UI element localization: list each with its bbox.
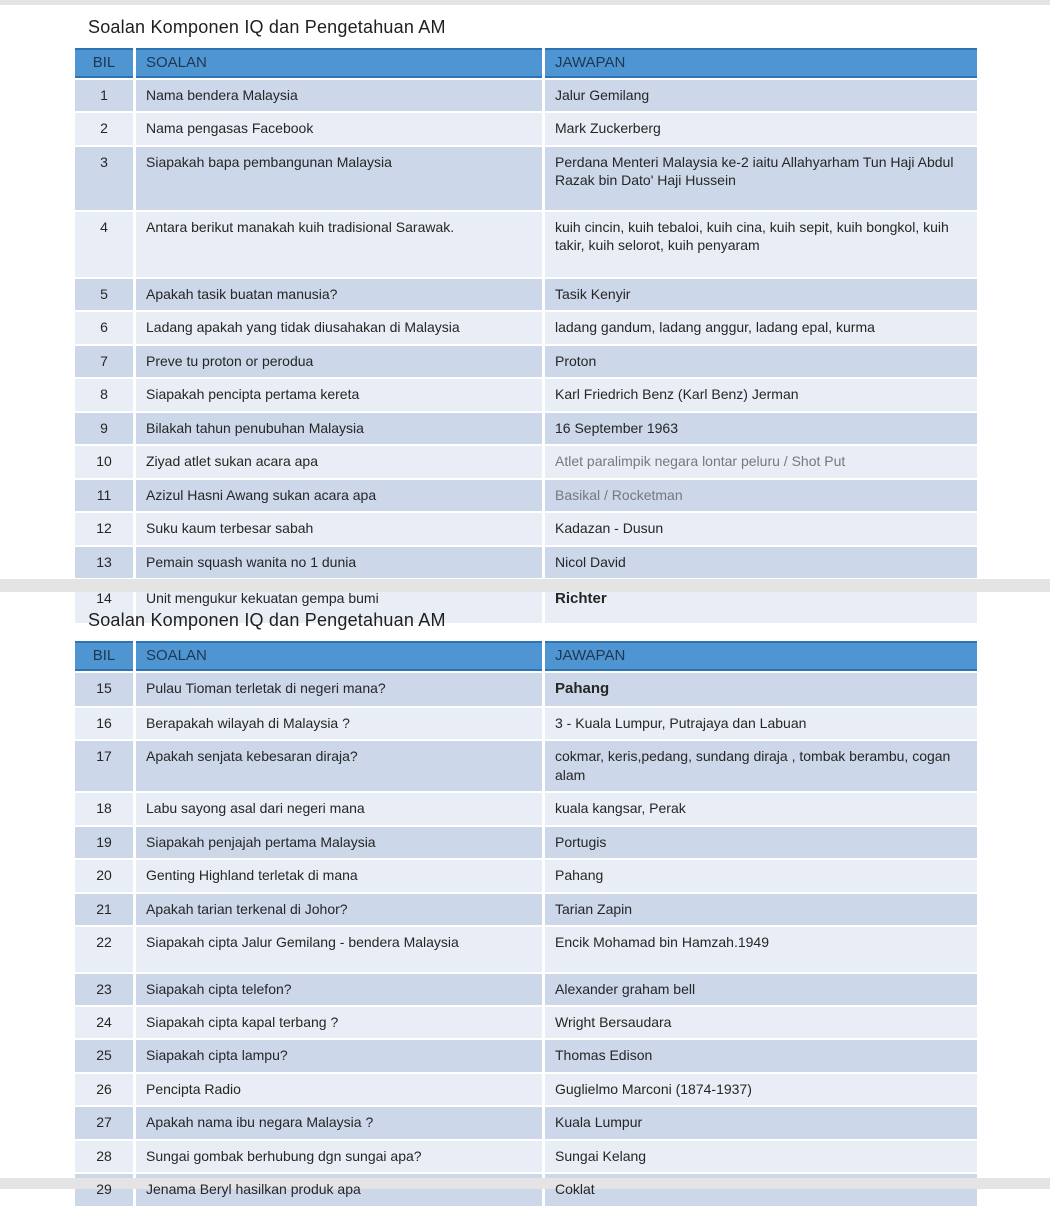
cell-bil: 14 xyxy=(75,580,133,623)
cell-bil: 18 xyxy=(75,793,133,824)
cell-soalan: Apakah tasik buatan manusia? xyxy=(136,279,542,310)
cell-jawapan: kuala kangsar, Perak xyxy=(545,793,977,824)
cell-jawapan: Atlet paralimpik negara lontar peluru / Shot Put xyxy=(545,446,977,477)
cell-jawapan: Sungai Kelang xyxy=(545,1141,977,1172)
cell-jawapan: Perdana Menteri Malaysia ke-2 iaitu Allahyarham Tun Haji Abdul Razak bin Dato' Haji Hussein xyxy=(545,147,977,210)
cell-soalan: Pencipta Radio xyxy=(136,1074,542,1105)
table-row xyxy=(75,547,977,578)
cell-bil: 8 xyxy=(75,379,133,410)
table-row xyxy=(75,1007,977,1038)
cell-jawapan: Nicol David xyxy=(545,547,977,578)
cell-soalan: Preve tu proton or perodua xyxy=(136,346,542,377)
cell-soalan: Ladang apakah yang tidak diusahakan di Malaysia xyxy=(136,312,542,343)
cell-bil: 17 xyxy=(75,741,133,791)
header-row xyxy=(75,48,977,78)
cell-bil: 25 xyxy=(75,1040,133,1071)
col-header-soalan: SOALAN xyxy=(136,48,542,78)
cell-soalan: Apakah tarian terkenal di Johor? xyxy=(136,894,542,925)
cell-jawapan: 16 September 1963 xyxy=(545,413,977,444)
table-row xyxy=(75,212,977,277)
cell-jawapan: Pahang xyxy=(545,860,977,891)
table-row xyxy=(75,1040,977,1071)
cell-jawapan: cokmar, keris,pedang, sundang diraja , tombak berambu, cogan alam xyxy=(545,741,977,791)
cell-soalan: Bilakah tahun penubuhan Malaysia xyxy=(136,413,542,444)
cell-jawapan: Proton xyxy=(545,346,977,377)
cell-jawapan: Jalur Gemilang xyxy=(545,80,977,111)
cell-jawapan: Guglielmo Marconi (1874-1937) xyxy=(545,1074,977,1105)
table-row xyxy=(75,480,977,511)
header-row xyxy=(75,641,977,671)
table-row xyxy=(75,312,977,343)
cell-jawapan: Richter xyxy=(545,580,977,623)
cell-bil: 26 xyxy=(75,1074,133,1105)
cell-bil: 22 xyxy=(75,927,133,971)
cell-jawapan: Karl Friedrich Benz (Karl Benz) Jerman xyxy=(545,379,977,410)
table-row xyxy=(75,1141,977,1172)
cell-soalan: Nama pengasas Facebook xyxy=(136,113,542,144)
cell-bil: 1 xyxy=(75,80,133,111)
cell-jawapan: Kuala Lumpur xyxy=(545,1107,977,1138)
cell-jawapan: Tarian Zapin xyxy=(545,894,977,925)
cell-soalan: Siapakah cipta Jalur Gemilang - bendera Malaysia xyxy=(136,927,542,971)
table-row xyxy=(75,827,977,858)
cell-jawapan: 3 - Kuala Lumpur, Putrajaya dan Labuan xyxy=(545,708,977,739)
table-row xyxy=(75,974,977,1005)
cell-jawapan: Thomas Edison xyxy=(545,1040,977,1071)
slide-1 xyxy=(0,5,1050,608)
cell-soalan: Pulau Tioman terletak di negeri mana? xyxy=(136,673,542,706)
cell-bil: 20 xyxy=(75,860,133,891)
table-row xyxy=(75,741,977,791)
cell-jawapan: Portugis xyxy=(545,827,977,858)
table-row xyxy=(75,513,977,544)
table-row xyxy=(75,860,977,891)
col-header-soalan: SOALAN xyxy=(136,641,542,671)
table-row xyxy=(75,708,977,739)
cell-soalan: Unit mengukur kekuatan gempa bumi xyxy=(136,580,542,623)
table-row xyxy=(75,793,977,824)
cell-bil: 24 xyxy=(75,1007,133,1038)
table-row xyxy=(75,894,977,925)
cell-soalan: Labu sayong asal dari negeri mana xyxy=(136,793,542,824)
cell-soalan: Antara berikut manakah kuih tradisional Sarawak. xyxy=(136,212,542,277)
table-row xyxy=(75,279,977,310)
page-title-1: Soalan Komponen IQ dan Pengetahuan AM xyxy=(88,17,446,37)
cell-jawapan: Encik Mohamad bin Hamzah.1949 xyxy=(545,927,977,971)
cell-bil: 16 xyxy=(75,708,133,739)
table-row xyxy=(75,413,977,444)
qa-table-1 xyxy=(72,46,980,625)
cell-bil: 6 xyxy=(75,312,133,343)
cell-jawapan: Basikal / Rocketman xyxy=(545,480,977,511)
table-row xyxy=(75,147,977,210)
table-row xyxy=(75,1107,977,1138)
col-header-jawapan: JAWAPAN xyxy=(545,48,977,78)
cell-soalan: Siapakah cipta telefon? xyxy=(136,974,542,1005)
cell-jawapan: Alexander graham bell xyxy=(545,974,977,1005)
cell-bil: 12 xyxy=(75,513,133,544)
cell-bil: 28 xyxy=(75,1141,133,1172)
cell-jawapan: Pahang xyxy=(545,673,977,706)
table-row xyxy=(75,113,977,144)
table-row xyxy=(75,379,977,410)
qa-table-2 xyxy=(72,639,980,1208)
cell-soalan: Siapakah bapa pembangunan Malaysia xyxy=(136,147,542,210)
cell-jawapan: Kadazan - Dusun xyxy=(545,513,977,544)
cell-bil: 3 xyxy=(75,147,133,210)
cell-bil: 27 xyxy=(75,1107,133,1138)
cell-jawapan: Mark Zuckerberg xyxy=(545,113,977,144)
table-row xyxy=(75,446,977,477)
cell-soalan: Suku kaum terbesar sabah xyxy=(136,513,542,544)
cell-bil: 23 xyxy=(75,974,133,1005)
page-title-2: Soalan Komponen IQ dan Pengetahuan AM xyxy=(88,610,446,630)
qa-table-2-body xyxy=(75,673,977,1206)
cell-soalan: Sungai gombak berhubung dgn sungai apa? xyxy=(136,1141,542,1172)
col-header-bil: BIL xyxy=(75,641,133,671)
table-row xyxy=(75,927,977,971)
cell-bil: 4 xyxy=(75,212,133,277)
cell-soalan: Siapakah cipta kapal terbang ? xyxy=(136,1007,542,1038)
cell-jawapan: kuih cincin, kuih tebaloi, kuih cina, kuih sepit, kuih bongkol, kuih takir, kuih selorot, kuih penyaram xyxy=(545,212,977,277)
cell-bil: 9 xyxy=(75,413,133,444)
cell-bil: 21 xyxy=(75,894,133,925)
table-row xyxy=(75,1074,977,1105)
col-header-bil: BIL xyxy=(75,48,133,78)
table-row xyxy=(75,80,977,111)
slide-2 xyxy=(0,592,1050,1198)
cell-soalan: Apakah nama ibu negara Malaysia ? xyxy=(136,1107,542,1138)
cell-bil: 19 xyxy=(75,827,133,858)
table-row xyxy=(75,673,977,706)
cell-soalan: Azizul Hasni Awang sukan acara apa xyxy=(136,480,542,511)
cell-bil: 5 xyxy=(75,279,133,310)
cell-bil: 2 xyxy=(75,113,133,144)
cell-soalan: Berapakah wilayah di Malaysia ? xyxy=(136,708,542,739)
cell-soalan: Siapakah cipta lampu? xyxy=(136,1040,542,1071)
cell-soalan: Nama bendera Malaysia xyxy=(136,80,542,111)
cell-jawapan: ladang gandum, ladang anggur, ladang epal, kurma xyxy=(545,312,977,343)
col-header-jawapan: JAWAPAN xyxy=(545,641,977,671)
cell-jawapan: Coklat xyxy=(545,1174,977,1205)
cell-soalan: Siapakah pencipta pertama kereta xyxy=(136,379,542,410)
cell-soalan: Genting Highland terletak di mana xyxy=(136,860,542,891)
cell-soalan: Pemain squash wanita no 1 dunia xyxy=(136,547,542,578)
cell-soalan: Ziyad atlet sukan acara apa xyxy=(136,446,542,477)
cell-jawapan: Wright Bersaudara xyxy=(545,1007,977,1038)
cell-soalan: Apakah senjata kebesaran diraja? xyxy=(136,741,542,791)
cell-soalan: Jenama Beryl hasilkan produk apa xyxy=(136,1174,542,1205)
cell-soalan: Siapakah penjajah pertama Malaysia xyxy=(136,827,542,858)
cell-bil: 10 xyxy=(75,446,133,477)
cell-jawapan: Tasik Kenyir xyxy=(545,279,977,310)
cell-bil: 15 xyxy=(75,673,133,706)
table-row xyxy=(75,346,977,377)
cell-bil: 13 xyxy=(75,547,133,578)
qa-table-1-body xyxy=(75,80,977,623)
cell-bil: 11 xyxy=(75,480,133,511)
cell-bil: 29 xyxy=(75,1174,133,1205)
cell-bil: 7 xyxy=(75,346,133,377)
